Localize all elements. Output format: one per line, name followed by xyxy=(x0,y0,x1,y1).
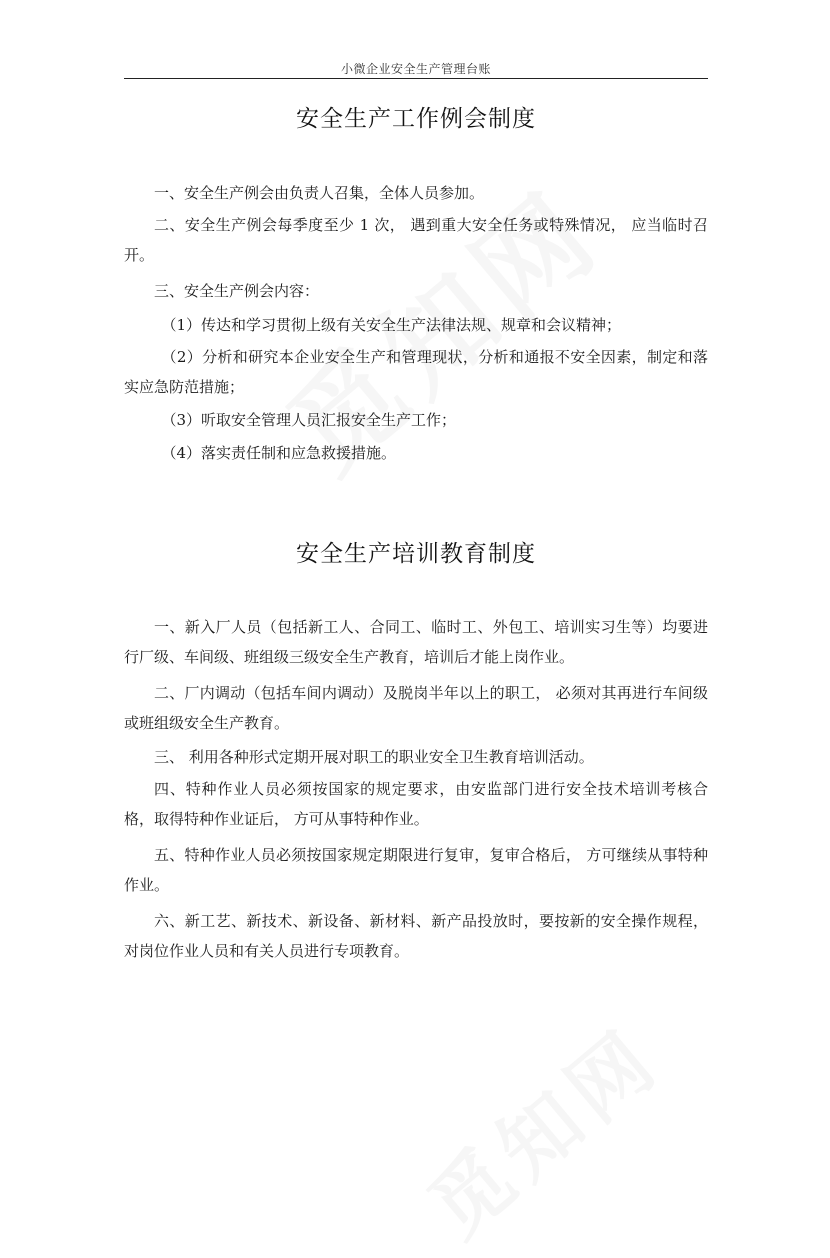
paragraph: 二、厂内调动（包括车间内调动）及脱岗半年以上的职工， 必须对其再进行车间级或班组级安全生产教育。 xyxy=(124,684,708,732)
paragraph: （3）听取安全管理人员汇报安全生产工作； xyxy=(161,411,457,429)
paragraph: 三、安全生产例会内容： xyxy=(154,282,320,300)
watermark-bottom xyxy=(400,996,681,1258)
paragraph: 二、安全生产例会每季度至少 1 次， 遇到重大安全任务或特殊情况， 应当临时召开。 xyxy=(124,216,708,264)
header-divider xyxy=(124,78,708,79)
section-title-training: 安全生产培训教育制度 xyxy=(296,541,536,567)
paragraph: （4）落实责任制和应急救援措施。 xyxy=(161,444,397,462)
section-title-meeting: 安全生产工作例会制度 xyxy=(296,106,536,132)
paragraph: （1）传达和学习贯彻上级有关安全生产法律法规、规章和会议精神； xyxy=(161,316,622,334)
paragraph: 一、安全生产例会由负责人召集，全体人员参加。 xyxy=(154,184,485,202)
page-header: 小微企业安全生产管理台账 xyxy=(340,62,491,76)
paragraph: 三、 利用各种形式定期开展对职工的职业安全卫生教育培训活动。 xyxy=(154,748,594,766)
paragraph: 五、特种作业人员必须按国家规定期限进行复审，复审合格后， 方可继续从事特种作业。 xyxy=(124,846,708,894)
paragraph: 四、特种作业人员必须按国家的规定要求，由安监部门进行安全技术培训考核合格，取得特种作业证后， 方可从事特种作业。 xyxy=(124,780,708,828)
paragraph: （2）分析和研究本企业安全生产和管理现状，分析和通报不安全因素，制定和落实应急防范措施； xyxy=(124,348,708,396)
paragraph: 六、新工艺、新技术、新设备、新材料、新产品投放时，要按新的安全操作规程，对岗位作业人员和有关人员进行专项教育。 xyxy=(124,912,708,960)
paragraph: 一、新入厂人员（包括新工人、合同工、临时工、外包工、培训实习生等）均要进行厂级、车间级、班组级三级安全生产教育，培训后才能上岗作业。 xyxy=(124,618,708,666)
